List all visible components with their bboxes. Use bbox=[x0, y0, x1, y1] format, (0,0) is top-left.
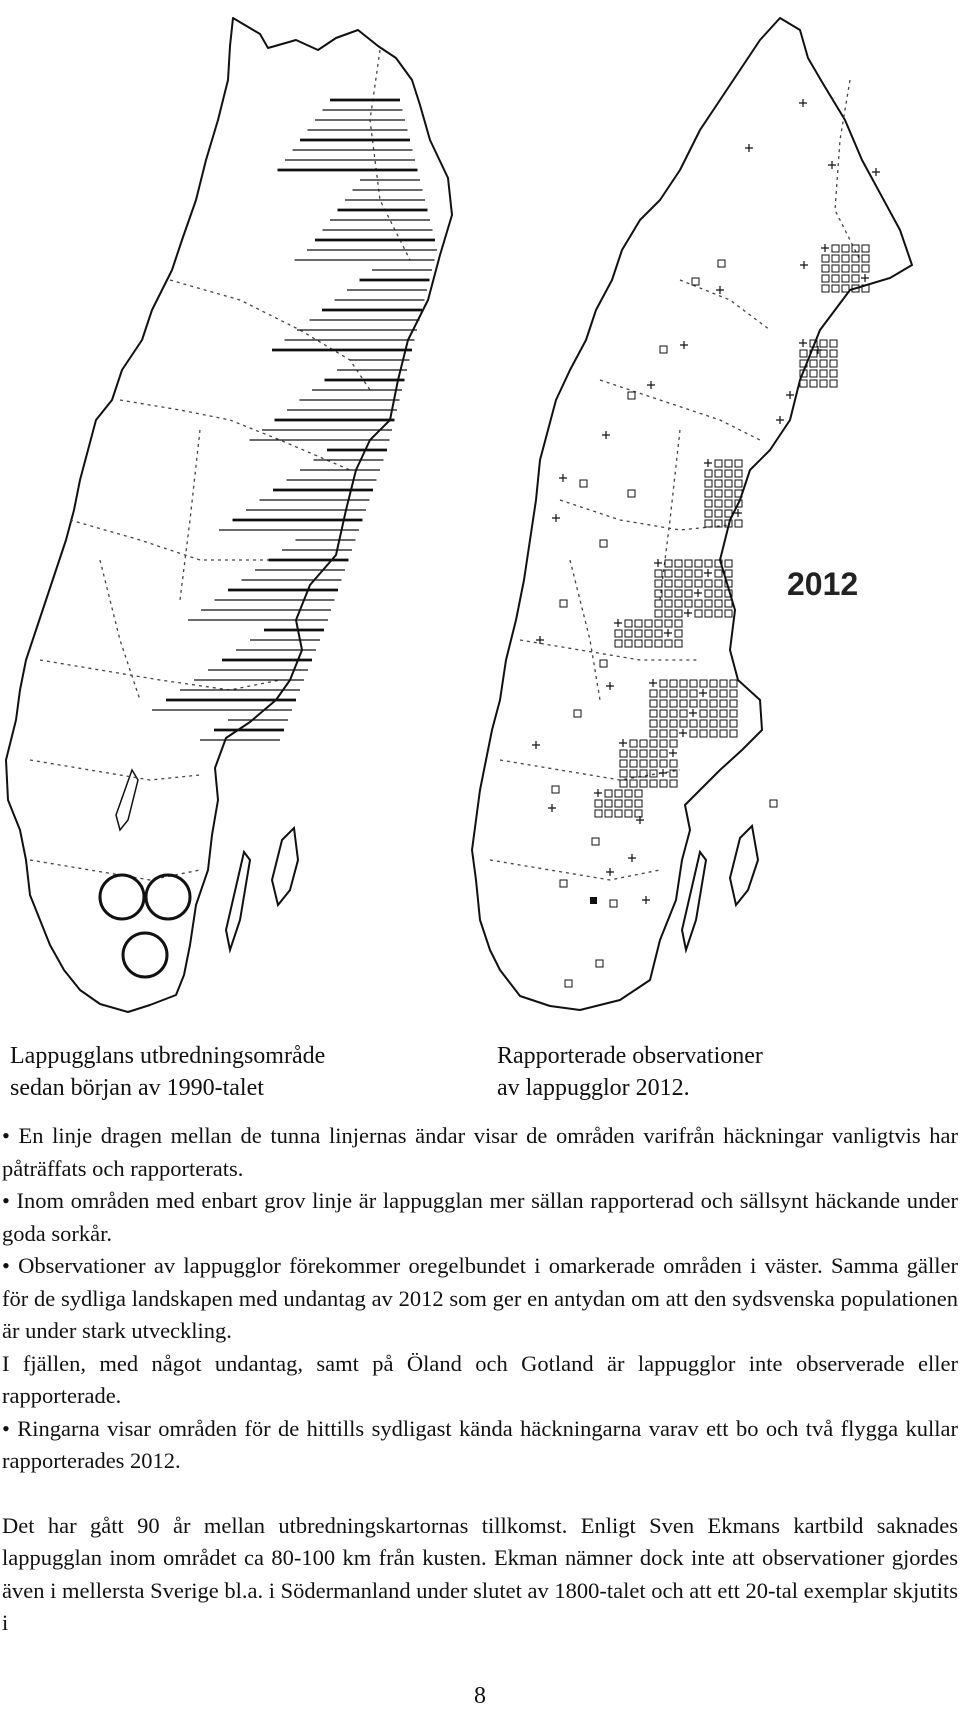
observation-plus bbox=[704, 459, 712, 467]
observation-square bbox=[800, 350, 807, 357]
observation-square bbox=[665, 600, 672, 607]
observation-square bbox=[690, 700, 697, 707]
left-map-rings bbox=[100, 875, 190, 977]
observation-plus bbox=[872, 168, 880, 176]
observation-square bbox=[655, 630, 662, 637]
observation-plus bbox=[786, 391, 794, 399]
right-map-caption-line2: av lappugglor 2012. bbox=[497, 1075, 690, 1101]
observation-square bbox=[635, 640, 642, 647]
observation-square bbox=[595, 810, 602, 817]
right-map-outline bbox=[472, 18, 912, 1010]
observation-square bbox=[695, 560, 702, 567]
observation-plus bbox=[669, 749, 677, 757]
observation-square bbox=[822, 285, 829, 292]
observation-square bbox=[685, 570, 692, 577]
observation-square bbox=[735, 480, 742, 487]
observation-square bbox=[610, 900, 617, 907]
observation-square bbox=[650, 740, 657, 747]
observation-square bbox=[660, 346, 667, 353]
observation-square bbox=[820, 380, 827, 387]
observation-square bbox=[852, 275, 859, 282]
observation-square bbox=[715, 610, 722, 617]
observation-square bbox=[830, 370, 837, 377]
observation-plus bbox=[548, 804, 556, 812]
observation-square bbox=[715, 600, 722, 607]
observation-square bbox=[660, 740, 667, 747]
observation-square bbox=[670, 720, 677, 727]
observation-plus bbox=[689, 709, 697, 717]
observation-square bbox=[715, 580, 722, 587]
observation-square bbox=[718, 260, 725, 267]
observation-plus bbox=[679, 729, 687, 737]
observation-square bbox=[730, 730, 737, 737]
observation-plus bbox=[694, 589, 702, 597]
left-map-caption-line2: sedan början av 1990-talet bbox=[10, 1075, 264, 1101]
observation-square bbox=[700, 710, 707, 717]
page-number: 8 bbox=[474, 1683, 486, 1709]
bullet-thick-line-explanation: • Inom områden med enbart grov linje är lappugglan mer sällan rapporterad och sällsynt häckande under goda sorkår. bbox=[2, 1188, 958, 1246]
observation-square bbox=[630, 750, 637, 757]
observation-square bbox=[700, 730, 707, 737]
observation-square bbox=[690, 680, 697, 687]
observation-square bbox=[655, 580, 662, 587]
observation-plus bbox=[659, 769, 667, 777]
observation-square bbox=[720, 710, 727, 717]
observation-plus bbox=[684, 609, 692, 617]
observation-square bbox=[620, 780, 627, 787]
observation-square bbox=[574, 710, 581, 717]
observation-square bbox=[665, 610, 672, 617]
southern-breeding-ring-3 bbox=[123, 933, 167, 977]
history-paragraph: Det har gått 90 år mellan utbredningskartornas tillkomst. Enligt Sven Ekmans kartbild saknades lappugglan inom området ca 80-100 km från kusten. Ekman nämner dock inte att observationer gjordes även i mellersta Sverige bl.a. i Södermanland under slutet av 1800-talet och att ett 20-tal exemplar skjutits i bbox=[2, 1512, 958, 1635]
observation-plus bbox=[532, 741, 540, 749]
observation-square bbox=[730, 700, 737, 707]
observation-square bbox=[625, 620, 632, 627]
observation-square bbox=[692, 278, 699, 285]
observation-square bbox=[615, 640, 622, 647]
observation-square bbox=[770, 800, 777, 807]
observation-plus bbox=[800, 261, 808, 269]
southern-breeding-ring-2 bbox=[146, 875, 190, 919]
observation-square bbox=[605, 800, 612, 807]
right-map-gotland bbox=[730, 826, 758, 905]
observation-square bbox=[655, 640, 662, 647]
observation-square bbox=[822, 255, 829, 262]
observation-plus bbox=[821, 244, 829, 252]
observation-plus bbox=[680, 341, 688, 349]
observation-square bbox=[650, 730, 657, 737]
observation-square bbox=[565, 980, 572, 987]
observation-plus bbox=[664, 629, 672, 637]
observation-square bbox=[670, 710, 677, 717]
southern-breeding-ring-1 bbox=[100, 875, 144, 919]
observation-square bbox=[842, 275, 849, 282]
observation-square bbox=[605, 810, 612, 817]
observation-square bbox=[830, 360, 837, 367]
observation-square bbox=[628, 392, 635, 399]
observation-plus bbox=[776, 416, 784, 424]
observation-square bbox=[720, 700, 727, 707]
observation-plus bbox=[602, 431, 610, 439]
observation-square bbox=[710, 720, 717, 727]
observation-square bbox=[715, 470, 722, 477]
observation-square bbox=[655, 600, 662, 607]
observation-square bbox=[725, 460, 732, 467]
observation-square bbox=[660, 750, 667, 757]
observation-square bbox=[670, 680, 677, 687]
observation-square bbox=[705, 580, 712, 587]
observation-square bbox=[620, 750, 627, 757]
observation-square bbox=[665, 560, 672, 567]
observation-square bbox=[700, 700, 707, 707]
observation-plus bbox=[614, 619, 622, 627]
observation-square bbox=[635, 620, 642, 627]
observation-square bbox=[670, 730, 677, 737]
observation-square bbox=[700, 680, 707, 687]
observation-plus bbox=[861, 274, 869, 282]
observation-square bbox=[640, 740, 647, 747]
left-map-outline bbox=[6, 18, 452, 1012]
observation-square bbox=[832, 255, 839, 262]
observation-square bbox=[675, 640, 682, 647]
observation-plus bbox=[745, 144, 753, 152]
observation-square bbox=[665, 620, 672, 627]
observation-square bbox=[595, 800, 602, 807]
observation-square bbox=[675, 610, 682, 617]
observation-square bbox=[735, 520, 742, 527]
observation-square bbox=[710, 730, 717, 737]
left-map-oland bbox=[226, 852, 250, 950]
observation-square bbox=[640, 750, 647, 757]
observation-square bbox=[660, 710, 667, 717]
observation-square bbox=[690, 730, 697, 737]
observation-square bbox=[560, 600, 567, 607]
observation-square bbox=[810, 380, 817, 387]
observation-square bbox=[620, 760, 627, 767]
left-map-gotland bbox=[272, 828, 298, 905]
observation-square bbox=[842, 255, 849, 262]
observation-square bbox=[820, 370, 827, 377]
observation-square bbox=[630, 760, 637, 767]
observation-plus bbox=[559, 474, 567, 482]
observation-square bbox=[725, 480, 732, 487]
observation-square bbox=[650, 700, 657, 707]
left-map-hatching-lines bbox=[152, 100, 437, 740]
observation-square bbox=[635, 630, 642, 637]
observation-plus bbox=[828, 161, 836, 169]
observation-square bbox=[690, 690, 697, 697]
observation-plus bbox=[619, 739, 627, 747]
observation-square bbox=[645, 620, 652, 627]
observation-square bbox=[695, 610, 702, 617]
observation-square bbox=[675, 590, 682, 597]
observation-square bbox=[670, 700, 677, 707]
observation-square bbox=[675, 570, 682, 577]
observation-square bbox=[625, 800, 632, 807]
observation-square bbox=[730, 680, 737, 687]
observation-plus bbox=[606, 868, 614, 876]
observation-square bbox=[705, 480, 712, 487]
observation-square bbox=[830, 380, 837, 387]
observation-square bbox=[852, 265, 859, 272]
observation-square bbox=[822, 275, 829, 282]
observation-square bbox=[830, 350, 837, 357]
observation-square bbox=[630, 780, 637, 787]
observation-square bbox=[820, 340, 827, 347]
observation-square bbox=[725, 610, 732, 617]
observation-square bbox=[725, 560, 732, 567]
observation-square bbox=[862, 255, 869, 262]
observation-square bbox=[715, 490, 722, 497]
observation-square bbox=[715, 480, 722, 487]
observation-square bbox=[665, 640, 672, 647]
observation-square bbox=[685, 590, 692, 597]
observation-square bbox=[635, 790, 642, 797]
observation-square bbox=[705, 510, 712, 517]
observation-square bbox=[695, 600, 702, 607]
observation-square bbox=[665, 580, 672, 587]
observation-plus bbox=[606, 682, 614, 690]
observation-square bbox=[628, 490, 635, 497]
observation-square bbox=[832, 285, 839, 292]
observation-square bbox=[675, 620, 682, 627]
observation-square bbox=[690, 720, 697, 727]
observation-square bbox=[615, 800, 622, 807]
observation-square bbox=[685, 580, 692, 587]
observation-square bbox=[842, 265, 849, 272]
observation-square bbox=[832, 275, 839, 282]
observation-square bbox=[675, 600, 682, 607]
observation-square bbox=[620, 770, 627, 777]
observation-square bbox=[615, 810, 622, 817]
observation-square bbox=[862, 245, 869, 252]
observation-square bbox=[832, 265, 839, 272]
observation-square bbox=[650, 780, 657, 787]
observation-square bbox=[830, 340, 837, 347]
observation-square bbox=[660, 690, 667, 697]
observation-square bbox=[720, 730, 727, 737]
observation-square bbox=[650, 760, 657, 767]
right-map-oland bbox=[682, 852, 706, 950]
observation-square bbox=[710, 710, 717, 717]
observation-square bbox=[810, 370, 817, 377]
observation-square bbox=[820, 350, 827, 357]
observation-square bbox=[670, 690, 677, 697]
observation-square bbox=[720, 680, 727, 687]
left-map-vattern bbox=[116, 770, 138, 830]
observation-square bbox=[800, 380, 807, 387]
observation-square bbox=[650, 690, 657, 697]
observation-square bbox=[680, 700, 687, 707]
right-map-caption bbox=[497, 1040, 763, 1104]
observation-square bbox=[670, 740, 677, 747]
observation-square bbox=[655, 570, 662, 577]
observation-square bbox=[660, 760, 667, 767]
body-text bbox=[2, 1120, 958, 1640]
observation-square bbox=[730, 710, 737, 717]
observation-square bbox=[715, 460, 722, 467]
observation-plus bbox=[799, 99, 807, 107]
observation-plus bbox=[799, 339, 807, 347]
observation-square bbox=[680, 720, 687, 727]
observation-square bbox=[700, 720, 707, 727]
observation-square bbox=[715, 510, 722, 517]
observation-square bbox=[680, 690, 687, 697]
observation-plus bbox=[536, 636, 544, 644]
bullet-unmarked-areas: • Observationer av lappugglor förekommer oregelbundet i omarkerade områden i väster. Samma gäller för de sydliga landskapen med undantag av 2012 som ger en antydan om att den sydsvenska populationen är under stark utveckling. bbox=[2, 1253, 958, 1343]
observation-square bbox=[655, 620, 662, 627]
observation-square bbox=[822, 265, 829, 272]
observation-square bbox=[645, 640, 652, 647]
observation-square bbox=[670, 780, 677, 787]
observation-square bbox=[635, 800, 642, 807]
observation-square bbox=[660, 780, 667, 787]
observation-square bbox=[820, 360, 827, 367]
observation-square bbox=[730, 720, 737, 727]
observation-plus bbox=[552, 514, 560, 522]
observation-square bbox=[605, 790, 612, 797]
observation-square bbox=[725, 570, 732, 577]
observation-square bbox=[625, 630, 632, 637]
left-map-caption-line1: Lappugglans utbredningsområde bbox=[10, 1043, 326, 1069]
observation-square bbox=[625, 790, 632, 797]
left-map-sweden-distribution bbox=[6, 18, 452, 1012]
observation-square bbox=[660, 730, 667, 737]
nest-marker bbox=[590, 897, 597, 904]
observation-square bbox=[680, 710, 687, 717]
observation-square bbox=[665, 590, 672, 597]
observation-square bbox=[705, 520, 712, 527]
observation-square bbox=[832, 245, 839, 252]
observation-square bbox=[660, 700, 667, 707]
observation-square bbox=[680, 680, 687, 687]
observation-plus bbox=[594, 789, 602, 797]
observation-plus bbox=[647, 381, 655, 389]
observation-plus bbox=[649, 679, 657, 687]
observation-square bbox=[630, 770, 637, 777]
observation-square bbox=[645, 630, 652, 637]
observation-square bbox=[625, 810, 632, 817]
observation-square bbox=[552, 786, 559, 793]
observation-square bbox=[735, 460, 742, 467]
observation-square bbox=[715, 590, 722, 597]
observation-square bbox=[675, 580, 682, 587]
observation-square bbox=[715, 570, 722, 577]
observation-square bbox=[592, 838, 599, 845]
observation-square bbox=[705, 610, 712, 617]
observation-square bbox=[705, 490, 712, 497]
bullet-rings-explanation: • Ringarna visar områden för de hittills sydligast kända häckningarna varav ett bo och två flygga kullar rapporterades 2012. bbox=[2, 1415, 958, 1473]
observation-square bbox=[720, 720, 727, 727]
observation-square bbox=[725, 600, 732, 607]
observation-square bbox=[705, 560, 712, 567]
left-map-caption bbox=[10, 1040, 325, 1104]
observation-square bbox=[685, 560, 692, 567]
observation-square bbox=[650, 770, 657, 777]
observation-square bbox=[640, 760, 647, 767]
right-map-observation-marks bbox=[532, 99, 880, 987]
observation-square bbox=[630, 740, 637, 747]
observation-square bbox=[615, 790, 622, 797]
observation-square bbox=[665, 570, 672, 577]
observation-square bbox=[705, 500, 712, 507]
observation-square bbox=[670, 760, 677, 767]
observation-square bbox=[625, 640, 632, 647]
observation-plus bbox=[654, 559, 662, 567]
right-map-caption-line1: Rapporterade observationer bbox=[497, 1043, 763, 1069]
observation-square bbox=[650, 750, 657, 757]
observation-square bbox=[596, 960, 603, 967]
observation-square bbox=[685, 600, 692, 607]
observation-square bbox=[710, 690, 717, 697]
observation-square bbox=[675, 560, 682, 567]
observation-square bbox=[842, 285, 849, 292]
observation-square bbox=[650, 710, 657, 717]
observation-plus bbox=[716, 286, 724, 294]
observation-square bbox=[660, 720, 667, 727]
observation-square bbox=[640, 780, 647, 787]
observation-square bbox=[600, 660, 607, 667]
observation-square bbox=[655, 610, 662, 617]
observation-square bbox=[715, 500, 722, 507]
observation-plus bbox=[628, 854, 636, 862]
observation-square bbox=[660, 680, 667, 687]
observation-plus bbox=[704, 569, 712, 577]
bullet-hatching-explanation: • En linje dragen mellan de tunna linjernas ändar visar de områden varifrån häckningar vanligtvis har påträffats och rapporterats. bbox=[2, 1123, 958, 1181]
observation-square bbox=[695, 580, 702, 587]
observation-square bbox=[710, 680, 717, 687]
observation-square bbox=[615, 630, 622, 637]
observation-square bbox=[710, 700, 717, 707]
observation-square bbox=[560, 880, 567, 887]
mountains-note: I fjällen, med något undantag, samt på Öland och Gotland är lappugglor inte observerade eller rapporterade. bbox=[2, 1350, 958, 1408]
observation-square bbox=[675, 630, 682, 637]
year-label: 2012 bbox=[787, 566, 859, 602]
observation-square bbox=[725, 470, 732, 477]
observation-square bbox=[720, 690, 727, 697]
observation-square bbox=[730, 690, 737, 697]
observation-plus bbox=[642, 896, 650, 904]
observation-square bbox=[725, 490, 732, 497]
observation-square bbox=[650, 720, 657, 727]
observation-square bbox=[695, 570, 702, 577]
observation-square bbox=[842, 245, 849, 252]
observation-square bbox=[600, 540, 607, 547]
right-map-observations-2012 bbox=[472, 18, 912, 1010]
observation-square bbox=[705, 470, 712, 477]
observation-square bbox=[725, 500, 732, 507]
observation-plus bbox=[699, 689, 707, 697]
observation-square bbox=[580, 480, 587, 487]
observation-square bbox=[735, 470, 742, 477]
observation-square bbox=[862, 265, 869, 272]
observation-square bbox=[705, 590, 712, 597]
observation-square bbox=[635, 810, 642, 817]
observation-square bbox=[810, 360, 817, 367]
observation-square bbox=[705, 600, 712, 607]
